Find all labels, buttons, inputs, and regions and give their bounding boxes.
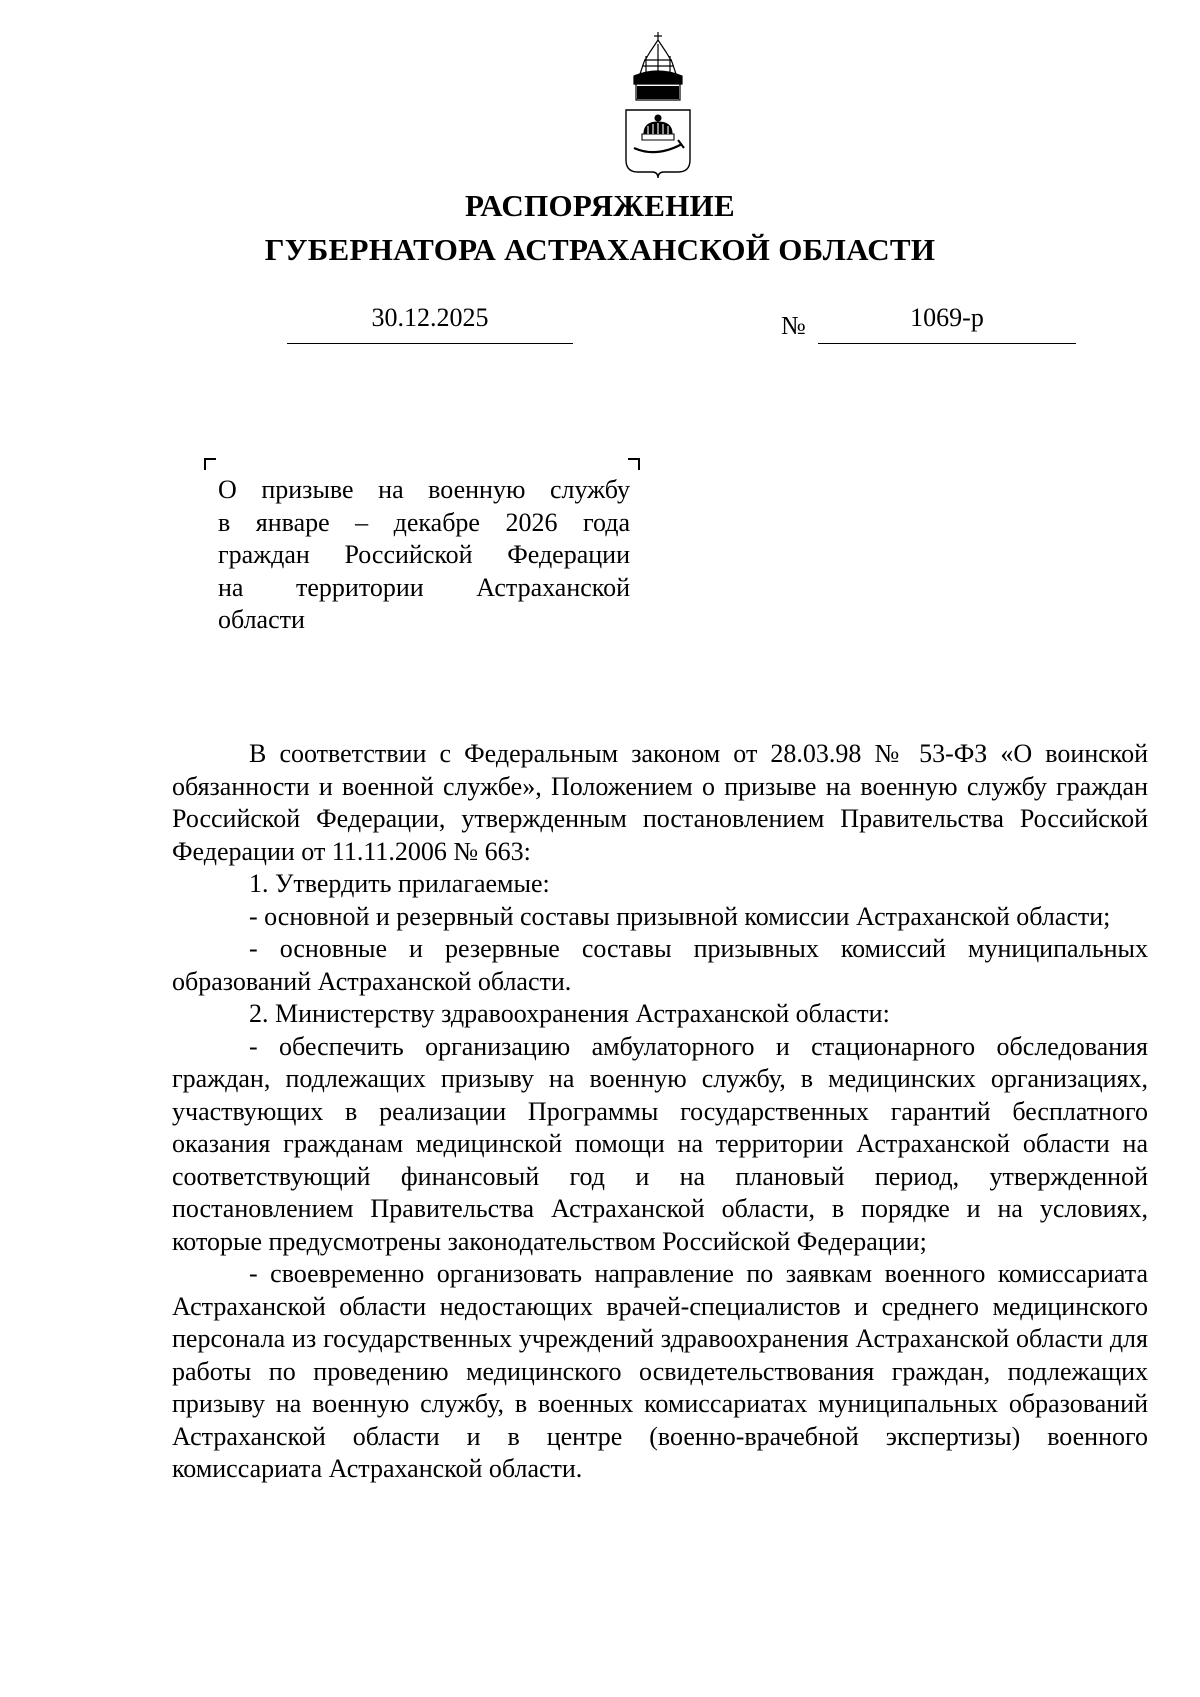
coat-of-arms-icon	[620, 30, 696, 180]
body-paragraph: - обеспечить организацию амбулаторного и стационарного обследования граждан, подлежащих призыву на военную службу, в медицинских организациях, участвующих в реализации Программы государственных гарантий бесплатного оказания гражданам медицинской помощи на территории Астраханской области на соответствующий финансовый год и на плановый период, утвержденной постановлением Правительства Астраханской области, в порядке и на условиях, которые предусмотрены законодательством Российской Федерации;	[172, 1031, 1148, 1256]
body-paragraph: 2. Министерству здравоохранения Астраханской области:	[249, 999, 890, 1028]
subject-corner-right	[628, 458, 640, 470]
document-body	[172, 738, 1148, 1486]
document-date: 30.12.2025	[371, 303, 489, 332]
document-title: РАСПОРЯЖЕНИЕ	[464, 188, 736, 223]
subject-line: на территории Астраханской	[218, 572, 630, 602]
subject-line: области	[218, 605, 305, 634]
body-paragraph: 1. Утвердить прилагаемые:	[249, 869, 550, 898]
number-sign: №	[781, 311, 806, 340]
document-issuer: ГУБЕРНАТОРА АСТРАХАНСКОЙ ОБЛАСТИ	[264, 232, 936, 267]
body-paragraph: - основной и резервный составы призывной комиссии Астраханской области;	[249, 901, 1111, 931]
body-paragraph: В соответствии с Федеральным законом от 28.03.98 № 53-ФЗ «О воинской обязанности и военной службе», Положением о призыве на военную службу граждан Российской Федерации, утвержденным постановлением Правительства Российской Федерации от 11.11.2006 № 663:	[172, 739, 1148, 866]
body-paragraph: - своевременно организовать направление по заявкам военного комиссариата Астраханской области недостающих врачей-специалистов и среднего медицинского персонала из государственных учреждений здравоохранения Астраханской области для работы по проведению медицинского освидетельствования граждан, подлежащих призыву на военную службу, в военных комиссариатах муниципальных образований Астраханской области и в центре (военно-врачебной экспертизы) военного комиссариата Астраханской области.	[172, 1259, 1148, 1483]
document-subject	[218, 474, 630, 637]
subject-line: О призыве на военную службу	[218, 475, 630, 504]
subject-line: в январе – декабре 2026 года	[218, 507, 630, 537]
document-number: 1069-р	[910, 303, 984, 332]
date-underline	[287, 343, 573, 344]
subject-line: граждан Российской Федерации	[218, 540, 630, 569]
subject-corner-left	[204, 458, 216, 470]
body-paragraph: - основные и резервные составы призывных комиссий муниципальных образований Астраханской области.	[172, 934, 1148, 996]
number-underline	[818, 343, 1076, 344]
